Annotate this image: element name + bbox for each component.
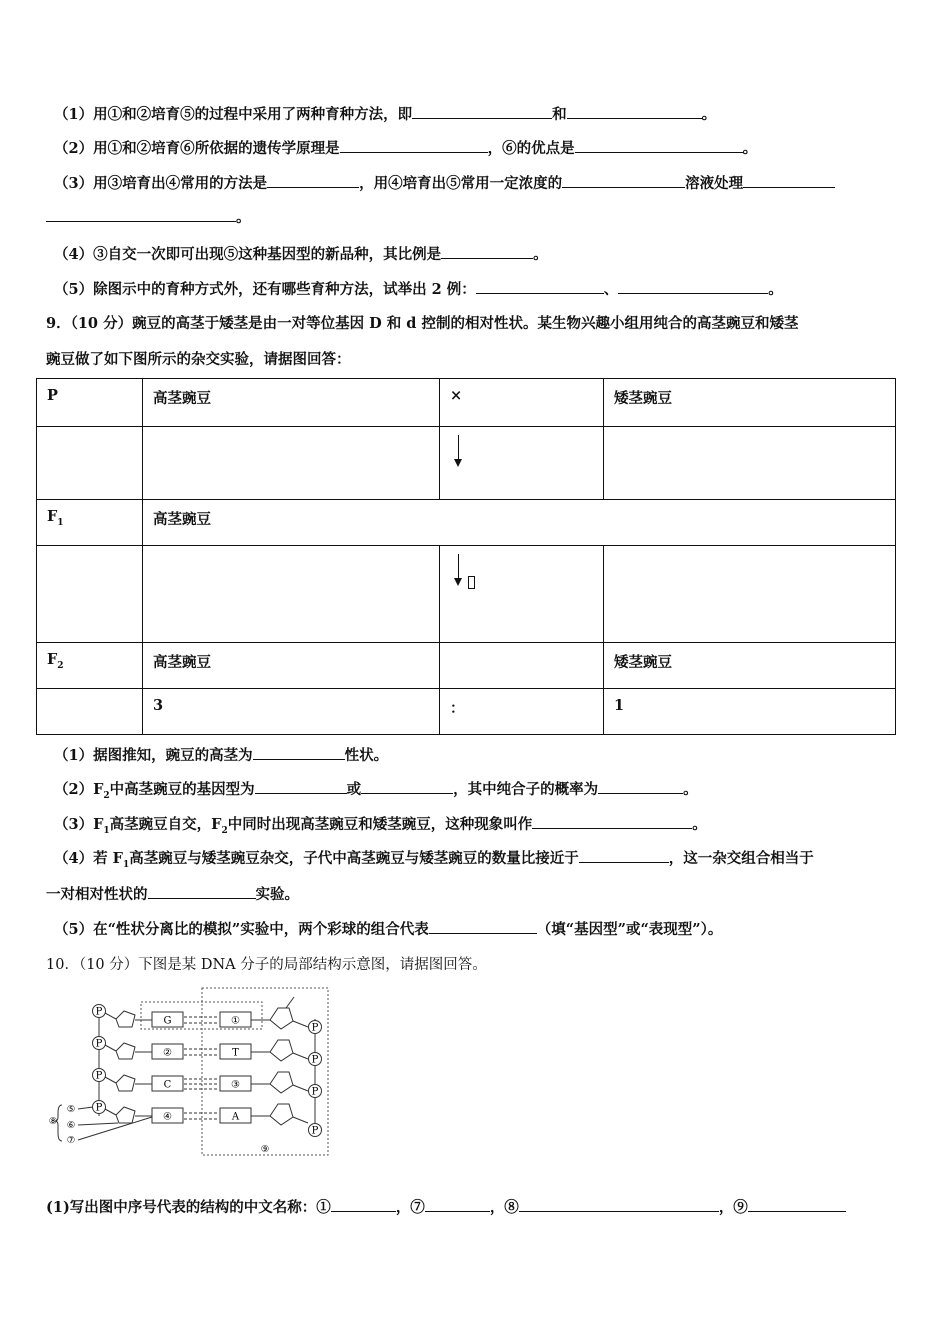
empty-cell	[37, 689, 143, 735]
left-nucleotide-2	[93, 1037, 184, 1060]
deoxyribose-icon	[116, 1075, 135, 1091]
q9-s5-end: （填“基因型”或“表现型”）。	[536, 921, 723, 938]
right-nucleotide-2	[220, 1040, 322, 1066]
answer-blank[interactable]	[255, 778, 347, 794]
q8-line-2	[54, 137, 757, 158]
svg-text:P: P	[95, 1038, 103, 1050]
q9-s3-end: 。	[692, 816, 707, 833]
answer-blank[interactable]	[46, 206, 236, 222]
answer-blank[interactable]	[562, 172, 685, 188]
q10-s1-text: (1)写出图中序号代表的结构的中文名称：①	[46, 1199, 331, 1216]
cell-f2: $F_2$	[37, 643, 143, 689]
base-label: G	[163, 1015, 172, 1027]
cell-p-short: 矮茎豌豆	[604, 379, 896, 427]
deoxyribose-icon	[270, 1072, 293, 1093]
q9-intro-1	[46, 312, 798, 333]
answer-blank[interactable]	[532, 813, 692, 829]
cell-f1: $F_1$	[37, 500, 143, 546]
q9-intro-text-2: 豌豆做了如下图所示的杂交实验，请据图回答：	[46, 351, 351, 368]
base-label: ③	[231, 1079, 240, 1091]
q9-intro-2	[46, 348, 351, 369]
dna-structure-diagram	[44, 983, 334, 1158]
q8-line-5	[54, 278, 783, 299]
subscript: 1	[103, 825, 110, 836]
self-cross-symbol-icon	[468, 576, 475, 589]
q10-s1-c2: ，⑧	[489, 1199, 519, 1216]
right-nucleotide-1	[220, 997, 322, 1034]
answer-blank[interactable]	[575, 137, 743, 153]
q9-s2-mid2: 或	[346, 781, 362, 798]
q9-s4-text: （4）若 F	[54, 850, 123, 867]
q9-line-3	[54, 813, 707, 836]
q8-s3-mid2: 溶液处理	[685, 175, 744, 192]
q8-s2-mid: ，⑥的优点是	[487, 140, 575, 157]
cell-f1-tall: 高茎豌豆	[143, 500, 896, 546]
label-7: ⑦	[66, 1135, 76, 1146]
q9-line-2	[54, 778, 698, 801]
q9-s2-mid3: ，其中纯合子的概率为	[453, 781, 599, 798]
answer-blank[interactable]	[148, 883, 256, 899]
answer-blank[interactable]	[567, 103, 702, 119]
empty-cell	[604, 427, 896, 500]
left-nucleotide-3	[93, 1069, 184, 1092]
svg-text:P: P	[311, 1125, 319, 1137]
down-arrow-icon	[458, 435, 459, 465]
q10-intro-text: 10．（10 分）下图是某 DNA 分子的局部结构示意图，请据图回答。	[46, 957, 487, 973]
base-label: ②	[163, 1047, 172, 1059]
q8-s5-mid: 、	[603, 281, 619, 298]
arrow-cell	[440, 427, 604, 500]
answer-blank[interactable]	[425, 1196, 490, 1212]
deoxyribose-icon	[116, 1043, 135, 1059]
q9-line-1	[54, 744, 388, 765]
q9-s3-mid2: 中同时出现高茎豌豆和矮茎豌豆，这种现象叫作	[227, 816, 533, 833]
base-label: C	[163, 1079, 172, 1091]
empty-cell	[143, 546, 440, 643]
q9-s4-line2a: 一对相对性状的	[46, 886, 148, 903]
q8-s5-end: 。	[768, 281, 783, 298]
cell-f2-tall: 高茎豌豆	[143, 643, 440, 689]
svg-text:P: P	[311, 1086, 319, 1098]
answer-blank[interactable]	[476, 278, 604, 294]
arrow-cell	[440, 546, 604, 643]
deoxyribose-icon	[270, 1040, 293, 1061]
q9-s3-text: （3）F	[54, 816, 104, 833]
answer-blank[interactable]	[748, 1196, 846, 1212]
q9-line-4	[54, 847, 814, 870]
answer-blank[interactable]	[618, 278, 768, 294]
answer-blank[interactable]	[579, 847, 669, 863]
answer-blank[interactable]	[441, 243, 533, 259]
q8-s1-text: （1）用①和②培育⑤的过程中采用了两种育种方法，即	[54, 106, 413, 123]
label-9: ⑨	[260, 1144, 270, 1155]
cell-f2-short: 矮茎豌豆	[604, 643, 896, 689]
left-nucleotide-4	[93, 1101, 184, 1124]
base-label: ①	[231, 1015, 240, 1027]
left-strand	[93, 1005, 184, 1124]
empty-cell	[37, 427, 143, 500]
q8-s2-end: 。	[742, 140, 758, 157]
left-nucleotide-1	[93, 1005, 184, 1028]
label-6: ⑥	[66, 1120, 76, 1131]
q9-s5-text: （5）在“性状分离比的模拟”实验中，两个彩球的组合代表	[54, 921, 429, 938]
answer-blank[interactable]	[340, 137, 488, 153]
right-nucleotide-3	[220, 1072, 322, 1098]
q10-s1-c1: ，⑦	[395, 1199, 425, 1216]
q8-s4-text: （4）③自交一次即可出现⑤这种基因型的新品种，其比例是	[54, 246, 442, 263]
answer-blank[interactable]	[267, 172, 359, 188]
svg-text:P: P	[311, 1054, 319, 1066]
right-strand	[220, 997, 322, 1137]
q8-line-3	[54, 172, 835, 193]
empty-cell	[440, 643, 604, 689]
q8-s1-end: 。	[701, 106, 717, 123]
svg-text:P: P	[95, 1006, 103, 1018]
deoxyribose-icon	[270, 1104, 293, 1125]
svg-text:P: P	[95, 1102, 103, 1114]
q9-s4-line2b: 实验。	[255, 886, 299, 903]
q9-s2-text: （2）F	[54, 781, 104, 798]
cell-p-tall: 高茎豌豆	[143, 379, 440, 427]
subscript: 2	[103, 790, 110, 801]
deoxyribose-icon	[116, 1011, 135, 1027]
answer-blank[interactable]	[331, 1196, 396, 1212]
q8-s2-text: （2）用①和②培育⑥所依据的遗传学原理是	[54, 140, 340, 157]
q9-line-4-cont	[46, 883, 299, 904]
right-nucleotide-4	[220, 1104, 322, 1137]
cross-table	[36, 378, 896, 735]
q10-s1-c3: ，⑨	[718, 1199, 748, 1216]
empty-cell	[604, 546, 896, 643]
q8-s3-text: （3）用③培育出④常用的方法是	[54, 175, 268, 192]
q9-s1-text: （1）据图推知，豌豆的高茎为	[54, 747, 253, 764]
empty-cell	[37, 546, 143, 643]
label-5: ⑤	[66, 1104, 76, 1115]
subscript: 1	[122, 859, 130, 870]
answer-blank[interactable]	[519, 1196, 719, 1212]
svg-text:P: P	[95, 1070, 103, 1082]
q9-s1-end: 性状。	[344, 747, 389, 764]
q8-s1-mid: 和	[552, 106, 567, 123]
q10-line-1	[46, 1196, 846, 1217]
down-arrow-icon	[458, 554, 459, 584]
empty-cell	[143, 427, 440, 500]
q9-s2-mid1: 中高茎豌豆的基因型为	[109, 781, 255, 798]
cell-ratio-left: 3	[143, 689, 440, 735]
cell-p: P	[37, 379, 143, 427]
answer-blank[interactable]	[743, 172, 835, 188]
base-label: ④	[163, 1111, 172, 1123]
q8-line-3-cont	[46, 206, 251, 227]
q8-line-1	[54, 103, 716, 124]
cell-cross: ×	[440, 379, 604, 427]
q9-intro-text: 9．（10 分）豌豆的高茎于矮茎是由一对等位基因 D 和 d 控制的相对性状。某生物兴趣小组用纯合的高茎豌豆和矮茎	[46, 315, 799, 332]
cell-ratio-right: 1	[604, 689, 896, 735]
deoxyribose-icon	[270, 1008, 293, 1029]
q10-intro	[46, 953, 487, 974]
q9-s2-end: 。	[683, 781, 698, 798]
q9-s3-mid1: 高茎豌豆自交，F	[109, 816, 222, 833]
q8-s5-text: （5）除图示中的育种方式外，还有哪些育种方法，试举出 2 例：	[54, 281, 476, 298]
answer-blank[interactable]	[429, 918, 537, 934]
answer-blank[interactable]	[412, 103, 552, 119]
base-label: T	[232, 1047, 239, 1059]
base-label: A	[231, 1111, 240, 1123]
q9-s4-end: ，这一杂交组合相当于	[668, 850, 814, 867]
svg-text:P: P	[311, 1022, 319, 1034]
answer-blank[interactable]	[598, 778, 683, 794]
answer-blank[interactable]	[361, 778, 453, 794]
q9-s4-mid: 高茎豌豆与矮茎豌豆杂交，子代中高茎豌豆与矮茎豌豆的数量比接近于	[129, 850, 579, 867]
subscript: 2	[221, 825, 228, 836]
q8-s4-end: 。	[533, 246, 548, 263]
q8-s3-mid1: ，用④培育出⑤常用一定浓度的	[359, 175, 563, 192]
cell-ratio-sep: ：	[440, 689, 604, 735]
q9-line-5	[54, 918, 722, 939]
q8-s3-end: 。	[236, 209, 251, 226]
answer-blank[interactable]	[253, 744, 345, 760]
label-8: ⑧	[48, 1116, 58, 1127]
deoxyribose-icon	[116, 1107, 135, 1123]
q8-line-4	[54, 243, 548, 264]
